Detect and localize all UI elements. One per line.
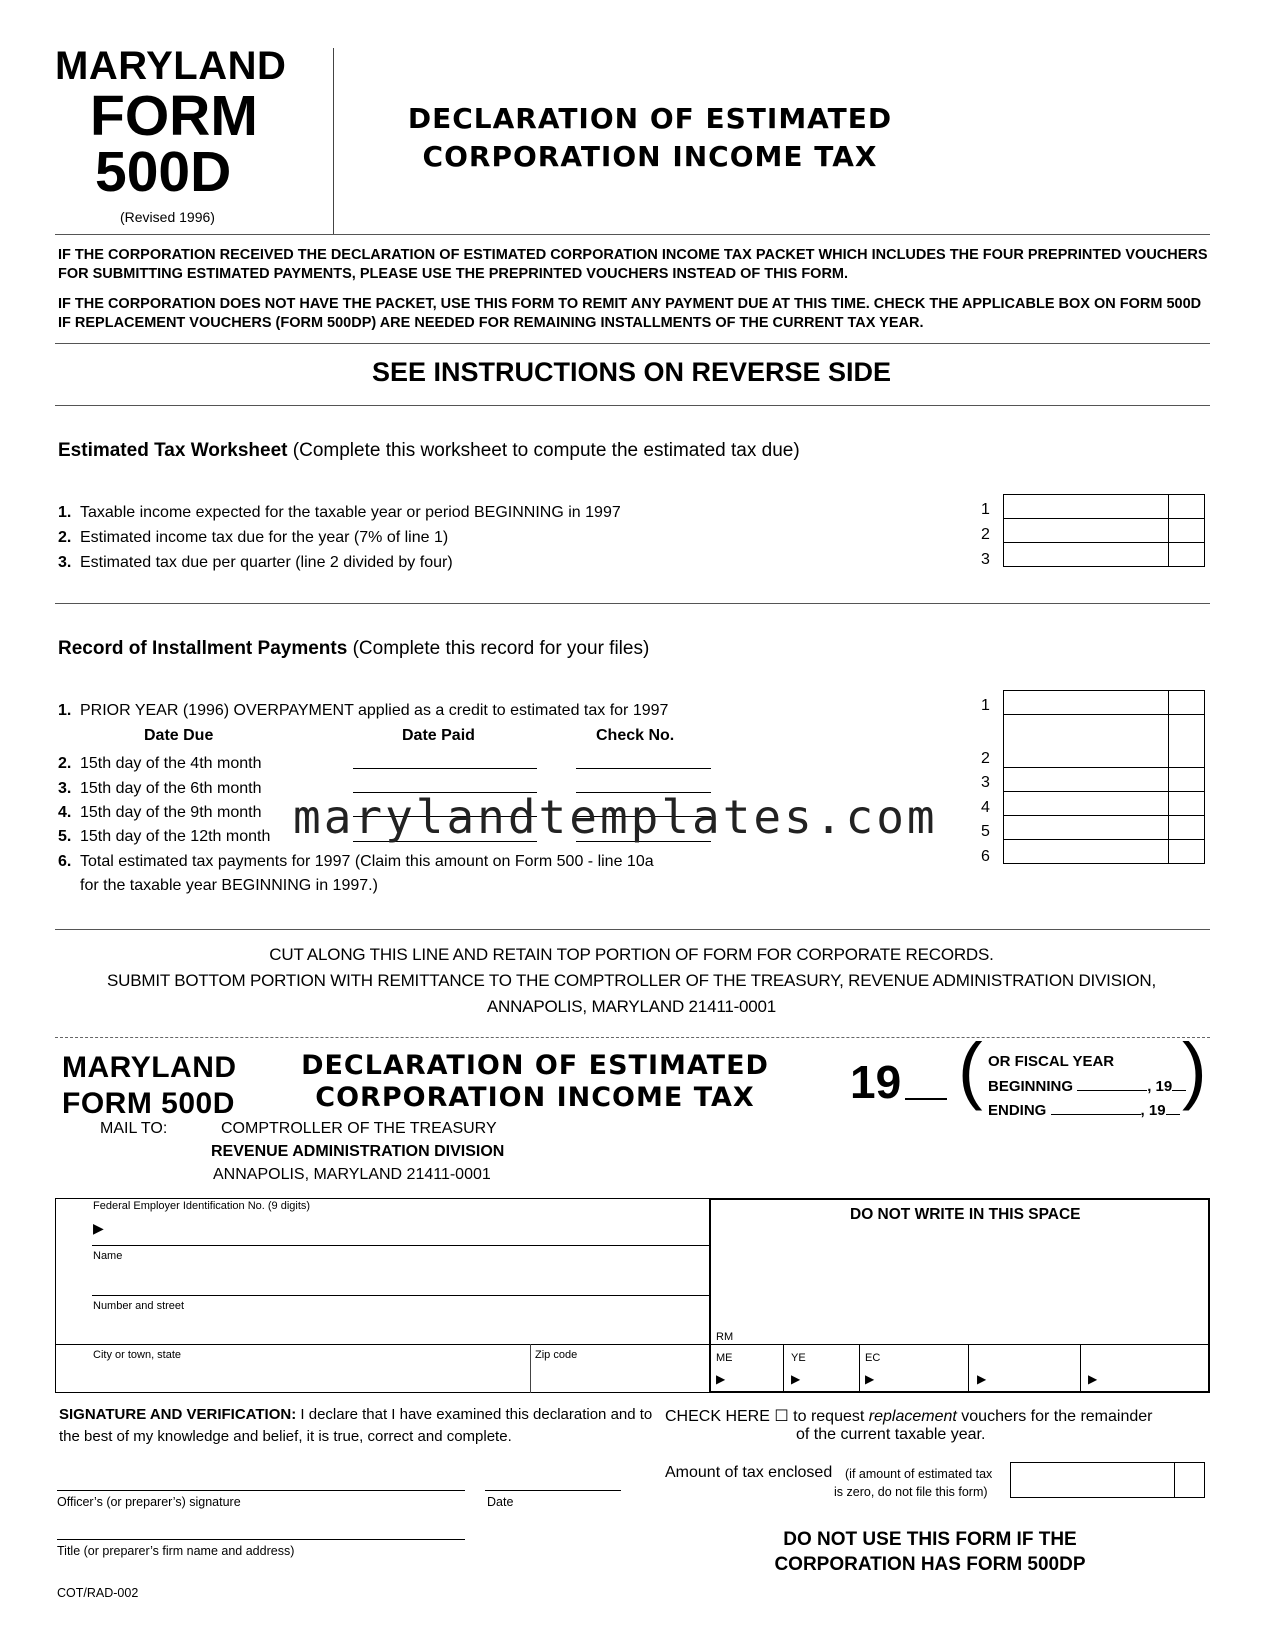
installment-row: 2. 15th day of the 4th month bbox=[58, 755, 262, 772]
record-line-6-cont: for the taxable year BEGINNING in 1997.) bbox=[80, 877, 378, 894]
arrow-icon: ▶ bbox=[865, 1372, 875, 1386]
cut-instruction-3: ANNAPOLIS, MARYLAND 21411-0001 bbox=[486, 997, 777, 1016]
office-col-divider bbox=[1080, 1344, 1081, 1393]
title-label: Title (or preparer’s firm name and address) bbox=[57, 1544, 295, 1558]
name-label: Name bbox=[93, 1250, 123, 1262]
fiscal-beginning: BEGINNING , 19 bbox=[988, 1078, 1186, 1095]
record-line-6-amount-field[interactable] bbox=[1003, 839, 1169, 864]
see-instructions-heading: SEE INSTRUCTIONS ON REVERSE SIDE bbox=[371, 357, 892, 387]
office-col-divider bbox=[859, 1344, 860, 1393]
do-not-use-warning: DO NOT USE THIS FORM IF THE CORPORATION HAS FORM 500DP bbox=[774, 1529, 1086, 1575]
record-box-label: 5 bbox=[981, 823, 990, 840]
arrow-icon: ▶ bbox=[716, 1372, 726, 1386]
record-title: Record of Installment Payments bbox=[58, 638, 348, 659]
worksheet-line-3: 3. Estimated tax due per quarter (line 2 divided by four) bbox=[58, 554, 453, 571]
worksheet-line-1-cents-field[interactable] bbox=[1168, 494, 1205, 519]
form-code: COT/RAD-002 bbox=[57, 1586, 139, 1600]
installment-row: 5. 15th day of the 12th month bbox=[58, 828, 271, 845]
installment-row: 3. 15th day of the 6th month bbox=[58, 780, 262, 797]
record-line-5-amount-field[interactable] bbox=[1003, 815, 1169, 840]
signature-date-field[interactable] bbox=[485, 1490, 621, 1491]
office-use-box bbox=[709, 1198, 1210, 1393]
office-col-divider bbox=[968, 1344, 969, 1393]
notice-preprinted-vouchers: IF THE CORPORATION RECEIVED THE DECLARATION OF ESTIMATED CORPORATION INCOME TAX PACKET WHICH INCLUDES THE FOUR PREPRINTED VOUCHERS FOR SUBMITTING ESTIMATED PAYMENTS, PLEASE USE THE PREPRINTED VOUCHERS INSTEAD OF THIS FORM. bbox=[58, 247, 1208, 282]
check-here-row: CHECK HERE ☐ to request replacement vouchers for the remainder bbox=[665, 1408, 1153, 1425]
title-line-1: DECLARATION OF ESTIMATED bbox=[407, 102, 893, 135]
worksheet-title: Estimated Tax Worksheet bbox=[58, 440, 288, 461]
tax-year-field[interactable] bbox=[905, 1098, 947, 1100]
amount-enclosed-field[interactable] bbox=[1010, 1462, 1175, 1498]
cut-line bbox=[55, 1037, 1210, 1038]
title-field[interactable] bbox=[57, 1539, 465, 1540]
record-box-label: 2 bbox=[981, 750, 990, 767]
do-not-write-label: DO NOT WRITE IN THIS SPACE bbox=[850, 1206, 1081, 1223]
worksheet-line-3-cents-field[interactable] bbox=[1168, 542, 1205, 567]
ending-date-field[interactable] bbox=[1051, 1114, 1141, 1115]
beginning-year-field[interactable] bbox=[1172, 1090, 1186, 1091]
divider bbox=[55, 603, 1210, 604]
signature-declaration: SIGNATURE AND VERIFICATION: I declare that I have examined this declaration and to the best of my knowledge and belief, it is true, correct and complete. bbox=[59, 1406, 653, 1445]
worksheet-heading bbox=[58, 440, 800, 462]
fein-field[interactable] bbox=[92, 1245, 709, 1246]
check-no-field[interactable] bbox=[576, 768, 711, 769]
record-line-1: 1. PRIOR YEAR (1996) OVERPAYMENT applied as a credit to estimated tax for 1997 bbox=[58, 702, 669, 719]
name-field[interactable] bbox=[92, 1295, 709, 1296]
beginning-date-field[interactable] bbox=[1077, 1090, 1147, 1091]
mail-address-line-2: REVENUE ADMINISTRATION DIVISION bbox=[211, 1143, 505, 1160]
worksheet-box-label: 2 bbox=[981, 526, 990, 543]
check-here-row-cont: of the current taxable year. bbox=[796, 1426, 986, 1443]
rm-label: RM bbox=[716, 1331, 734, 1343]
voucher-title: DECLARATION OF ESTIMATED CORPORATION INCOME TAX bbox=[301, 1050, 769, 1113]
street-label: Number and street bbox=[93, 1300, 185, 1312]
city-label: City or town, state bbox=[93, 1349, 182, 1361]
cut-instruction-2: SUBMIT BOTTOM PORTION WITH REMITTANCE TO THE COMPTROLLER OF THE TREASURY, REVENUE ADMINISTRATION DIVISION, bbox=[107, 971, 1156, 990]
header-divider bbox=[333, 48, 334, 234]
form-state-label: MARYLAND bbox=[55, 44, 287, 88]
col-date-paid: Date Paid bbox=[402, 727, 475, 744]
date-label: Date bbox=[487, 1495, 514, 1509]
officer-signature-field[interactable] bbox=[57, 1490, 465, 1491]
divider bbox=[55, 405, 1210, 406]
amount-enclosed-label: Amount of tax enclosed bbox=[665, 1464, 833, 1481]
record-line-4-amount-field[interactable] bbox=[1003, 791, 1169, 816]
amount-enclosed-cents-field[interactable] bbox=[1174, 1462, 1205, 1498]
record-box-label: 6 bbox=[981, 848, 990, 865]
record-box-label: 3 bbox=[981, 774, 990, 791]
ending-year-field[interactable] bbox=[1166, 1114, 1180, 1115]
tax-year-prefix: 19 bbox=[850, 1056, 902, 1108]
arrow-icon: ▶ bbox=[791, 1372, 801, 1386]
notice-no-packet: IF THE CORPORATION DOES NOT HAVE THE PACKET, USE THIS FORM TO REMIT ANY PAYMENT DUE AT THIS TIME. CHECK THE APPLICABLE BOX ON FORM 500D IF REPLACEMENT VOUCHERS (FORM 500DP) ARE NEEDED FOR REMAINING INSTALLMENTS OF THE CURRENT TAX YEAR. bbox=[58, 296, 1202, 331]
worksheet-box-label: 3 bbox=[981, 551, 990, 568]
record-line-3-amount-field[interactable] bbox=[1003, 767, 1169, 792]
paren-right: ) bbox=[1182, 1028, 1207, 1111]
office-col-divider bbox=[783, 1344, 784, 1393]
arrow-icon: ▶ bbox=[1088, 1372, 1098, 1386]
worksheet-subtitle: (Complete this worksheet to compute the estimated tax due) bbox=[292, 440, 800, 461]
form-word: FORM bbox=[90, 84, 258, 148]
me-label: ME bbox=[716, 1352, 733, 1364]
arrow-icon: ▶ bbox=[977, 1372, 987, 1386]
mail-address-line-3: ANNAPOLIS, MARYLAND 21411-0001 bbox=[213, 1166, 491, 1183]
amount-note-2: is zero, do not file this form) bbox=[834, 1485, 988, 1499]
revised-date: (Revised 1996) bbox=[120, 209, 215, 225]
city-field[interactable] bbox=[56, 1345, 530, 1392]
worksheet-line-3-amount-field[interactable] bbox=[1003, 542, 1169, 567]
amount-note-1: (if amount of estimated tax bbox=[845, 1467, 993, 1481]
record-box-label: 1 bbox=[981, 697, 990, 714]
installment-row: 4. 15th day of the 9th month bbox=[58, 804, 262, 821]
worksheet-line-2-cents-field[interactable] bbox=[1168, 518, 1205, 543]
voucher-form-number: FORM 500D bbox=[62, 1087, 235, 1120]
record-heading bbox=[58, 638, 649, 660]
watermark: marylandtemplates.com bbox=[293, 790, 938, 844]
record-line-6: 6. Total estimated tax payments for 1997 (Claim this amount on Form 500 - line 10a bbox=[58, 853, 654, 870]
zip-label: Zip code bbox=[535, 1349, 578, 1361]
record-line-3-cents-field[interactable] bbox=[1168, 767, 1205, 792]
fein-arrow-icon: ▶ bbox=[93, 1220, 104, 1236]
worksheet-box-label: 1 bbox=[981, 501, 990, 518]
ye-label: YE bbox=[791, 1352, 806, 1364]
divider bbox=[55, 343, 1210, 344]
divider bbox=[55, 234, 1210, 235]
title-line-2: CORPORATION INCOME TAX bbox=[422, 140, 878, 173]
fiscal-ending: ENDING , 19 bbox=[988, 1102, 1180, 1119]
record-line-5-cents-field[interactable] bbox=[1168, 815, 1205, 840]
record-subtitle: (Complete this record for your files) bbox=[352, 638, 650, 659]
record-line-4-cents-field[interactable] bbox=[1168, 791, 1205, 816]
record-line-1-cents-field[interactable] bbox=[1168, 690, 1205, 715]
mail-address-line-1: COMPTROLLER OF THE TREASURY bbox=[221, 1120, 497, 1137]
divider bbox=[55, 929, 1210, 930]
voucher-form-id bbox=[62, 1050, 237, 1122]
record-line-2-amount-field[interactable] bbox=[1003, 714, 1169, 768]
col-check-no: Check No. bbox=[596, 727, 675, 744]
form-number: 500D bbox=[95, 140, 232, 204]
fiscal-year-label: OR FISCAL YEAR bbox=[988, 1053, 1115, 1070]
cut-instruction-1: CUT ALONG THIS LINE AND RETAIN TOP PORTION OF FORM FOR CORPORATE RECORDS. bbox=[269, 945, 994, 964]
paren-left: ( bbox=[958, 1028, 983, 1111]
worksheet-line-2-amount-field[interactable] bbox=[1003, 518, 1169, 543]
worksheet-line-1-amount-field[interactable] bbox=[1003, 494, 1169, 519]
col-date-due: Date Due bbox=[144, 727, 214, 744]
record-box-label: 4 bbox=[981, 799, 990, 816]
page-title bbox=[385, 100, 915, 176]
record-line-1-amount-field[interactable] bbox=[1003, 690, 1169, 715]
date-paid-field[interactable] bbox=[353, 768, 537, 769]
officer-signature-label: Officer’s (or preparer’s) signature bbox=[57, 1495, 241, 1509]
fein-label: Federal Employer Identification No. (9 digits) bbox=[93, 1200, 311, 1212]
mail-to-label: MAIL TO: bbox=[100, 1120, 168, 1137]
voucher-state: MARYLAND bbox=[62, 1051, 237, 1084]
zip-field[interactable] bbox=[531, 1345, 708, 1392]
record-line-6-cents-field[interactable] bbox=[1168, 839, 1205, 864]
record-line-2-cents-field[interactable] bbox=[1168, 714, 1205, 768]
worksheet-line-1: 1. Taxable income expected for the taxable year or period BEGINNING in 1997 bbox=[58, 504, 621, 521]
worksheet-line-2: 2. Estimated income tax due for the year (7% of line 1) bbox=[58, 529, 449, 546]
ec-label: EC bbox=[865, 1352, 881, 1364]
office-row-divider bbox=[709, 1344, 1210, 1345]
replacement-vouchers-checkbox[interactable]: ☐ bbox=[774, 1408, 789, 1425]
